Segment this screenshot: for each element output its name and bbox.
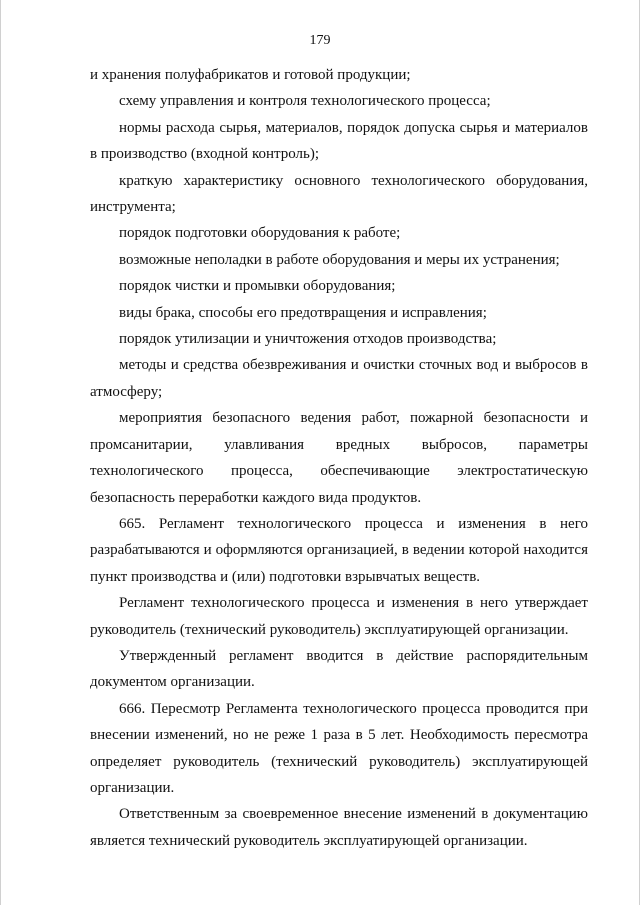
paragraph: Утвержденный регламент вводится в действие распорядительным документом организации. xyxy=(90,647,588,691)
paragraph: 666. Пересмотр Регламента технологического процесса проводится при внесении изменений, но не реже 1 раза в 5 лет. Необходимость пересмотра определяет руководитель (технический руководитель) эксплуатирующей организации. xyxy=(90,700,588,796)
paragraph: нормы расхода сырья, материалов, порядок допуска сырья и материалов в производство (входной контроль); xyxy=(90,119,588,163)
paragraph: схему управления и контроля технологического процесса; xyxy=(119,93,491,110)
document-body xyxy=(90,62,588,854)
paragraph: Ответственным за своевременное внесение изменений в документацию является технический руководитель эксплуатирующей организации. xyxy=(90,806,588,849)
page-number: 179 xyxy=(309,33,331,48)
paragraph: возможные неполадки в работе оборудования и меры их устранения; xyxy=(119,251,560,268)
paragraph: и хранения полуфабрикатов и готовой продукции; xyxy=(90,67,411,83)
paragraph: виды брака, способы его предотвращения и исправления; xyxy=(119,304,487,321)
paragraph: порядок утилизации и уничтожения отходов производства; xyxy=(119,331,497,348)
paragraph: порядок чистки и промывки оборудования; xyxy=(119,278,396,295)
paragraph: методы и средства обезвреживания и очистки сточных вод и выбросов в атмосферу; xyxy=(90,357,588,400)
paragraph: 665. Регламент технологического процесса и изменения в него разрабатываются и оформляются организацией, в ведении которой находится пункт производства и (или) подготовки взрывчатых веществ. xyxy=(90,515,588,585)
scan-edge-left xyxy=(0,0,1,905)
paragraph: Регламент технологического процесса и изменения в него утверждает руководитель (технический руководитель) эксплуатирующей организации. xyxy=(90,595,588,638)
paragraph: мероприятия безопасного ведения работ, пожарной безопасности и промсанитарии, улавливания вредных выбросов, параметры технологического процесса, обеспечивающие электростатическую безопасность переработки каждого вида продуктов. xyxy=(90,410,588,506)
paragraph: краткую характеристику основного технологического оборудования, инструмента; xyxy=(90,172,588,216)
paragraph: порядок подготовки оборудования к работе; xyxy=(119,225,401,242)
